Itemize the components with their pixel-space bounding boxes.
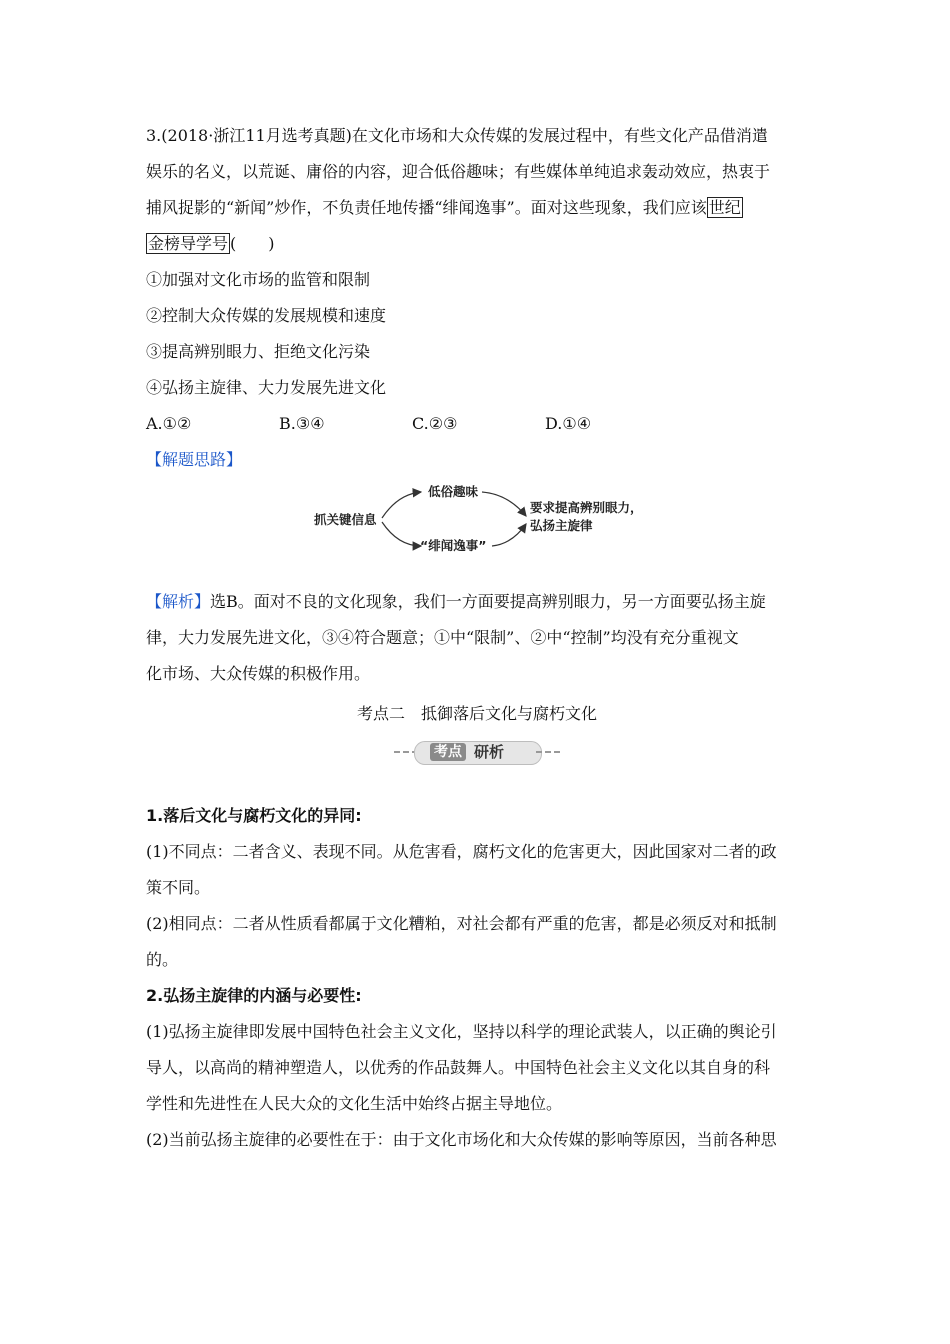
point-4-line-1: (2)当前弘扬主旋律的必要性在于：由于文化市场化和大众传媒的影响等原因，当前各种思 — [146, 1130, 777, 1149]
analysis-line-1: 【解析】选B。面对不良的文化现象，我们一方面要提高辨别眼力，另一方面要弘扬主旋 — [146, 592, 766, 611]
choice-b: B.③④ — [279, 414, 325, 433]
guide-tag[interactable]: 世纪 — [708, 198, 741, 217]
analysis-label: 【解析】 — [146, 592, 211, 611]
diagram-right-line2: 弘扬主旋律 — [530, 518, 593, 533]
point-2-line-2: 的。 — [146, 950, 179, 969]
answer-choices — [146, 406, 808, 442]
section-title: 考点二 抵御落后文化与腐朽文化 — [356, 704, 597, 723]
question-stem: 3.(2018·浙江11月选考真题)在文化市场和大众传媒的发展过程中，有些文化产品借消遣 — [146, 126, 768, 145]
arrow-to-bottom — [382, 522, 421, 546]
option-4: ④弘扬主旋律、大力发展先进文化 — [146, 378, 387, 397]
diagram-bottom: “绯闻逸事” — [420, 538, 487, 553]
choice-c: C.②③ — [412, 414, 458, 433]
option-3: ③提高辨别眼力、拒绝文化污染 — [146, 342, 371, 361]
point-heading-1: 1.落后文化与腐朽文化的异同: — [146, 806, 362, 825]
point-3-line-1: (1)弘扬主旋律即发展中国特色社会主义文化，坚持以科学的理论武装人，以正确的舆论引 — [146, 1022, 777, 1041]
point-heading-2: 2.弘扬主旋律的内涵与必要性: — [146, 986, 362, 1005]
section-banner — [146, 732, 808, 772]
banner-wing-right — [536, 751, 560, 753]
diagram-right-line1: 要求提高辨别眼力， — [530, 500, 643, 515]
banner-tag: 考点 — [430, 743, 466, 761]
diagram-top: 低俗趣味 — [428, 484, 479, 499]
document-body: 3.(2018·浙江11月选考真题)在文化市场和大众传媒的发展过程中，有些文化产品借消遣 娱乐的名义，以荒诞、庸俗的内容，迎合低俗趣味；有些媒体单纯追求轰动效应，热衷于 捕风捉影的“新闻”炒作，不负责任地传播“绯闻逸事”。面对这些现象，我们应该 世纪 金榜导学号 ( ) ①加强对文化市场的监管和限制 ②控制大众传媒的发展规模和速度 ③提高辨别眼力、拒绝文化污染 ④弘扬主旋律、大力发展先进文化 A.①② B.③④ C.②③ D.①④ 【解题思路】 抓关键信息 低俗趣味 “绯闻逸事” 要求提高辨别眼力， 弘扬主旋律 【解析】选B。面对不良的文化现象，我们一方面要提高辨别眼力，另一方面要弘扬主旋 律，大力发展先进文化，③④符合题意；①中“限制”、②中“控制”均没有充分重视文 化市场、大众传媒的积极作用。 考点二 抵御落后文化与腐朽文化 考点 研析 1.落后文化与腐朽文化的异同: (1)不同点：二者含义、表现不同。从危害看，腐朽文化的危害更大，因此国家对二者的政 策不同。 (2)相同点：二者从性质看都属于文化糟粕，对社会都有严重的危害，都是必须反对和抵制 的。 2.弘扬主旋律的内涵与必要性: (1)弘扬主旋律即发展中国特色社会主义文化，坚持以科学的理论武装人，以正确的舆论引 导人，以高尚的精神塑造人，以优秀的作品鼓舞人。中国特色社会主义文化以其自身的科 学性和先进性在人民大众的文化生活中始终占据主导地位。 (2)当前弘扬主旋律的必要性在于：由于文化市场化和大众传媒的影响等原因，当前各种思 — [146, 118, 808, 1158]
analysis-line-2: 律，大力发展先进文化，③④符合题意；①中“限制”、②中“控制”均没有充分重视文 — [146, 628, 739, 647]
choice-a: A.①② — [146, 414, 192, 433]
point-1-line-1: (1)不同点：二者含义、表现不同。从危害看，腐朽文化的危害更大，因此国家对二者的政 — [146, 842, 777, 861]
choice-d: D.①④ — [545, 414, 592, 433]
guide-tag-cont[interactable]: 金榜导学号 — [148, 234, 229, 253]
arrow-to-top — [382, 492, 421, 518]
diagram-left: 抓关键信息 — [314, 512, 377, 527]
analysis-line-3: 化市场、大众传媒的积极作用。 — [146, 664, 371, 683]
arrow-bottom-to-right — [492, 524, 526, 546]
answer-paren: ( ) — [230, 234, 275, 253]
point-3-line-3: 学性和先进性在人民大众的文化生活中始终占据主导地位。 — [146, 1094, 563, 1113]
thinking-heading: 【解题思路】 — [146, 450, 243, 469]
thinking-diagram — [146, 478, 808, 588]
option-1: ①加强对文化市场的监管和限制 — [146, 270, 371, 289]
option-2: ②控制大众传媒的发展规模和速度 — [146, 306, 387, 325]
point-2-line-1: (2)相同点：二者从性质看都属于文化糟粕，对社会都有严重的危害，都是必须反对和抵制 — [146, 914, 777, 933]
point-1-line-2: 策不同。 — [146, 878, 211, 897]
arrow-top-to-right — [482, 492, 526, 516]
banner-text: 研析 — [474, 743, 505, 761]
point-3-line-2: 导人，以高尚的精神塑造人，以优秀的作品鼓舞人。中国特色社会主义文化以其自身的科 — [146, 1058, 771, 1077]
